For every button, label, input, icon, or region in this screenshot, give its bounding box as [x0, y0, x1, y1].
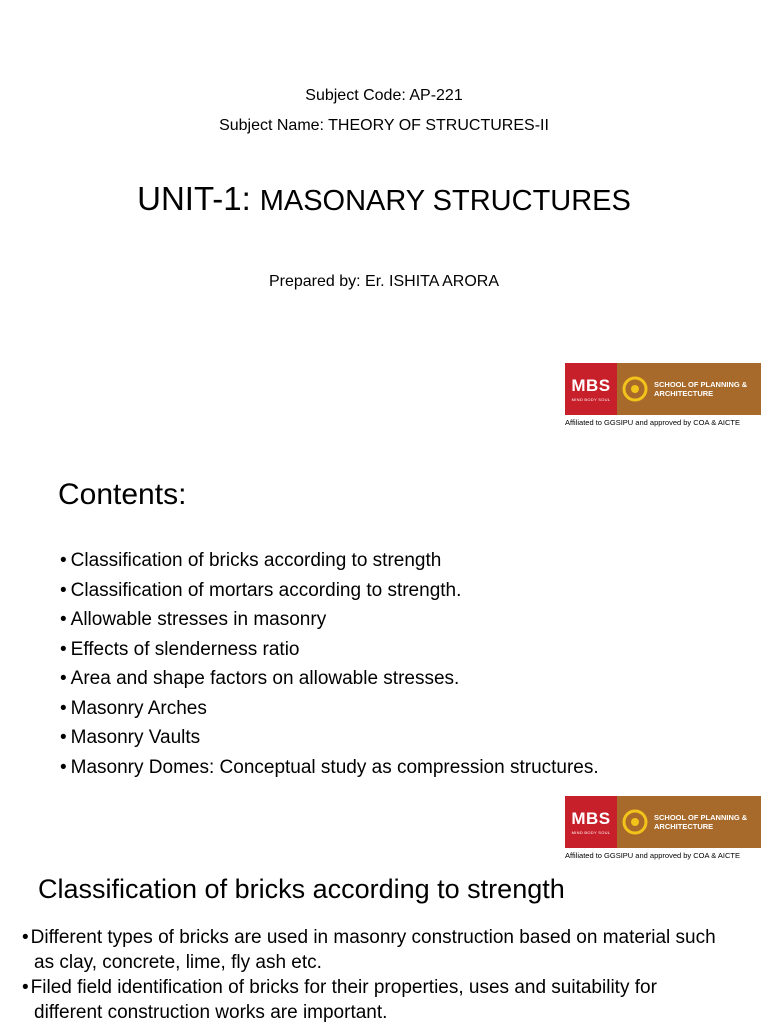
list-item: • Masonry Arches [60, 694, 599, 724]
school-logo [565, 363, 761, 427]
list-item: • Filed field identification of bricks for their properties, uses and suitability for different construction works are important. [22, 975, 722, 1025]
mbs-logo-block [565, 363, 617, 415]
list-item: • Area and shape factors on allowable stresses. [60, 664, 599, 694]
list-item: • Masonry Vaults [60, 723, 599, 753]
school-block [617, 796, 761, 848]
contents-title: Contents: [58, 478, 187, 511]
emblem-icon [622, 809, 648, 835]
school-logo [565, 796, 761, 860]
unit-heading [0, 180, 768, 218]
list-item: • Classification of bricks according to strength [60, 546, 599, 576]
mbs-text: MBS [571, 375, 611, 395]
list-item: • Different types of bricks are used in masonry construction based on material such as clay, concrete, lime, fly ash etc. [22, 925, 722, 975]
school-name [654, 813, 747, 831]
unit-title: MASONARY STRUCTURES [259, 185, 631, 217]
list-item: • Effects of slenderness ratio [60, 635, 599, 665]
subject-code: Subject Code: AP-221 [305, 87, 463, 104]
school-block [617, 363, 761, 415]
school-name-line1: SCHOOL OF PLANNING & [654, 813, 748, 822]
section-title: Classification of bricks according to strength [38, 874, 565, 904]
prepared-by: Prepared by: Er. ISHITA ARORA [268, 273, 499, 290]
school-name [654, 380, 747, 398]
list-item: • Allowable stresses in masonry [60, 605, 599, 635]
section-bullets [22, 925, 722, 1025]
list-item: • Masonry Domes: Conceptual study as compression structures. [60, 753, 599, 783]
emblem-icon [622, 376, 648, 402]
affiliation-text: Affiliated to GGSIPU and approved by COA & AICTE [565, 418, 740, 427]
mbs-logo-block [565, 796, 617, 848]
school-name-line1: SCHOOL OF PLANNING & [654, 380, 748, 389]
affiliation-text: Affiliated to GGSIPU and approved by COA & AICTE [565, 851, 740, 860]
unit-prefix: UNIT-1: [137, 180, 251, 217]
mbs-tagline: MIND BODY SOUL [571, 396, 611, 402]
school-name-line2: ARCHITECTURE [654, 389, 714, 398]
mbs-tagline: MIND BODY SOUL [571, 829, 611, 835]
subject-name: Subject Name: THEORY OF STRUCTURES-II [219, 117, 549, 134]
mbs-text: MBS [571, 808, 611, 828]
contents-list [60, 546, 599, 782]
school-name-line2: ARCHITECTURE [654, 822, 714, 831]
list-item: • Classification of mortars according to strength. [60, 576, 599, 606]
